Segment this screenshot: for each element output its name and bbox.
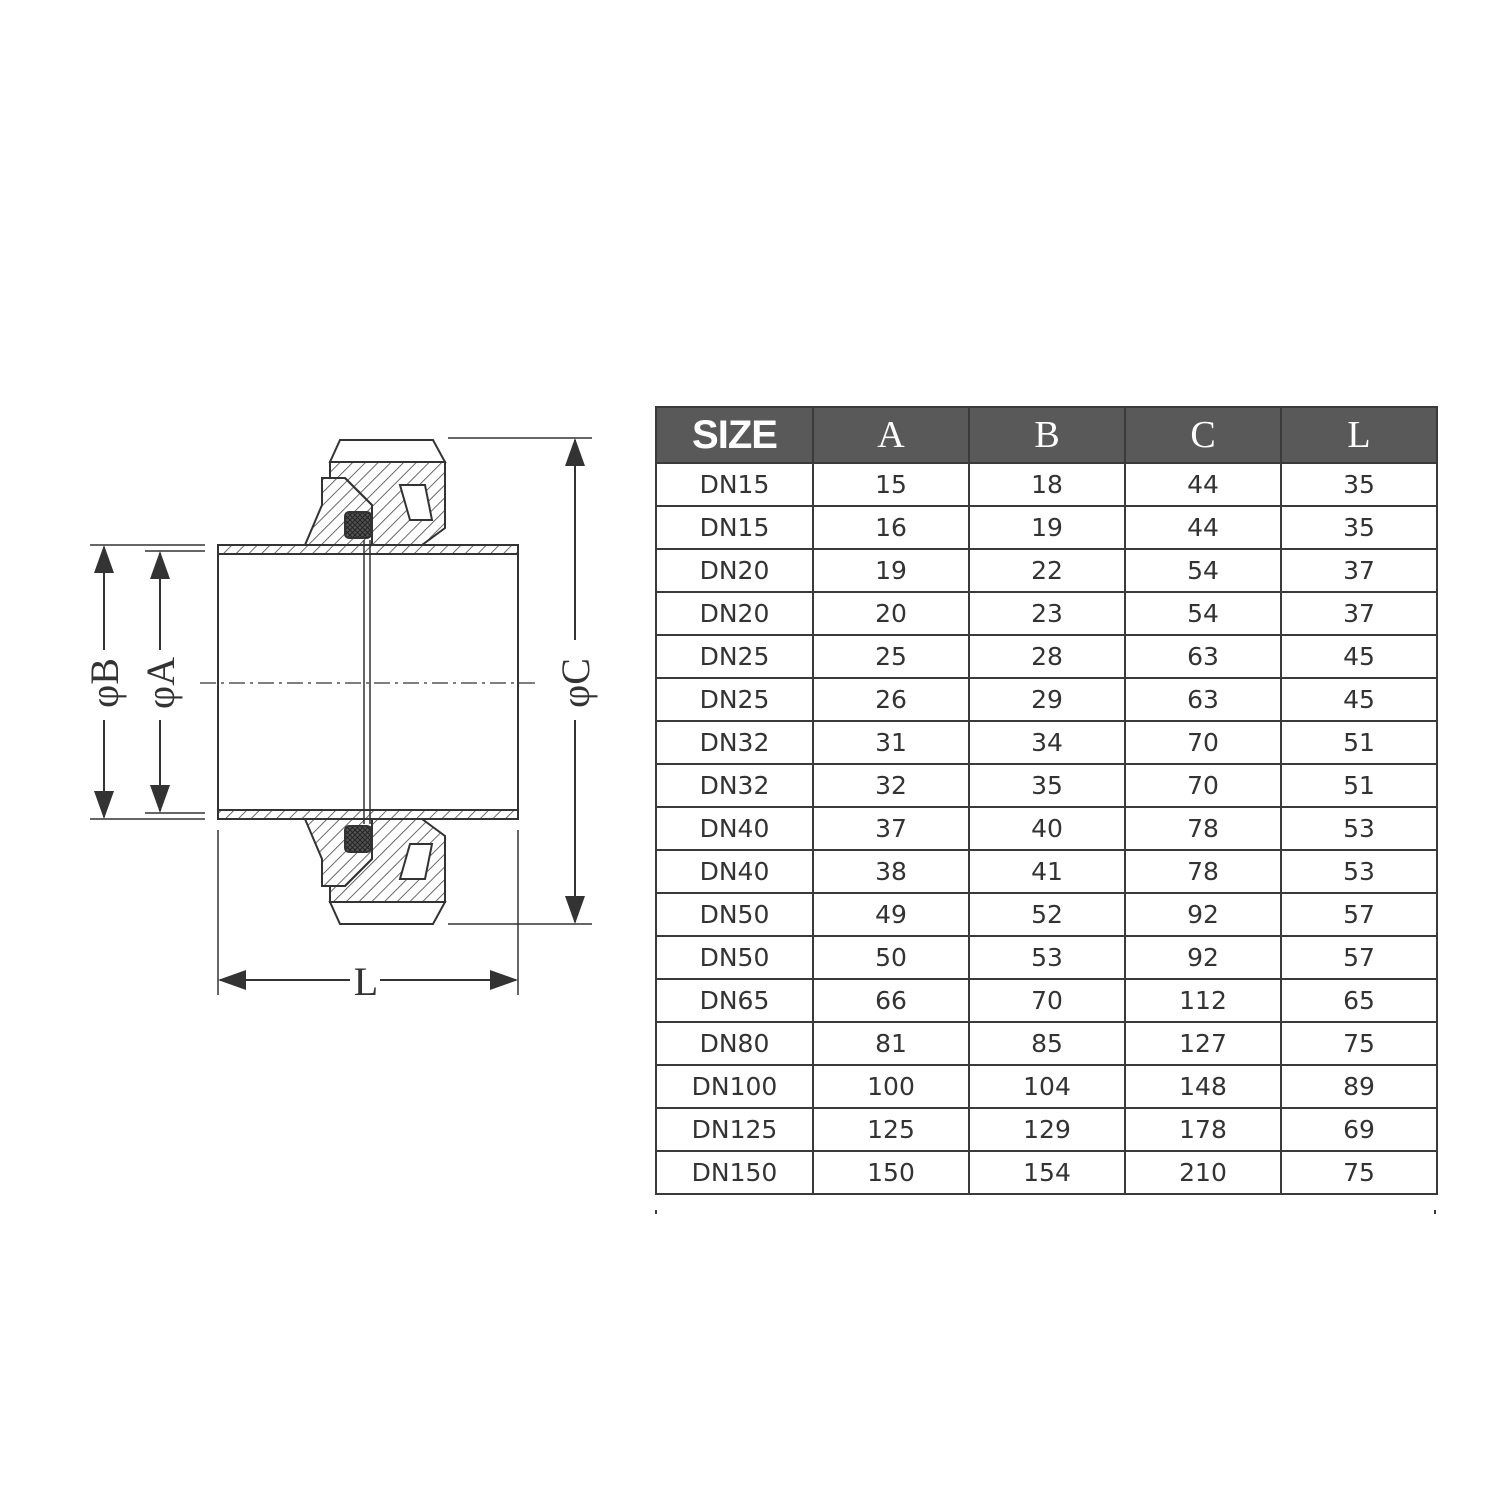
gasket-top: [345, 512, 371, 538]
cell-size: DN15: [656, 506, 813, 549]
table-row: [656, 1022, 1437, 1065]
cell-b: 40: [969, 807, 1125, 850]
cell-b: 129: [969, 1108, 1125, 1151]
cell-a: 66: [813, 979, 969, 1022]
cell-b: 28: [969, 635, 1125, 678]
cell-c: 70: [1125, 721, 1281, 764]
cell-size: DN125: [656, 1108, 813, 1151]
cell-size: DN20: [656, 592, 813, 635]
table-row: [656, 635, 1437, 678]
cell-l: 75: [1281, 1022, 1437, 1065]
pipe-wall-bottom: [218, 810, 518, 819]
table-cutoff-edge: [655, 1210, 1436, 1214]
cell-b: 29: [969, 678, 1125, 721]
cell-b: 35: [969, 764, 1125, 807]
cell-a: 15: [813, 463, 969, 506]
table-row: [656, 893, 1437, 936]
cell-a: 150: [813, 1151, 969, 1194]
label-dia-a: φA: [138, 657, 183, 709]
cell-size: DN25: [656, 635, 813, 678]
cell-l: 65: [1281, 979, 1437, 1022]
table-row: [656, 1108, 1437, 1151]
label-length: L: [353, 959, 379, 1004]
cell-c: 70: [1125, 764, 1281, 807]
cell-c: 127: [1125, 1022, 1281, 1065]
cell-c: 54: [1125, 592, 1281, 635]
cell-c: 210: [1125, 1151, 1281, 1194]
cell-size: DN20: [656, 549, 813, 592]
cell-a: 50: [813, 936, 969, 979]
header-size: SIZE: [656, 407, 813, 463]
label-dia-c: φC: [553, 658, 598, 708]
table-row: [656, 592, 1437, 635]
cell-l: 51: [1281, 721, 1437, 764]
cell-l: 75: [1281, 1151, 1437, 1194]
table-row: [656, 764, 1437, 807]
cell-l: 37: [1281, 549, 1437, 592]
cell-c: 54: [1125, 549, 1281, 592]
cell-l: 37: [1281, 592, 1437, 635]
cell-c: 92: [1125, 936, 1281, 979]
cell-a: 20: [813, 592, 969, 635]
cell-a: 38: [813, 850, 969, 893]
header-l: L: [1281, 407, 1437, 463]
cell-a: 19: [813, 549, 969, 592]
cell-b: 23: [969, 592, 1125, 635]
table-row: [656, 1151, 1437, 1194]
cell-c: 112: [1125, 979, 1281, 1022]
cell-l: 35: [1281, 463, 1437, 506]
cell-c: 78: [1125, 807, 1281, 850]
table-body: [656, 463, 1437, 1194]
cell-a: 100: [813, 1065, 969, 1108]
gasket-bottom: [345, 826, 371, 852]
table-row: [656, 807, 1437, 850]
cell-size: DN150: [656, 1151, 813, 1194]
cell-size: DN50: [656, 936, 813, 979]
cell-a: 25: [813, 635, 969, 678]
table-row: [656, 506, 1437, 549]
cell-b: 104: [969, 1065, 1125, 1108]
cell-c: 178: [1125, 1108, 1281, 1151]
cell-l: 45: [1281, 635, 1437, 678]
table-row: [656, 678, 1437, 721]
table-header-row: [656, 407, 1437, 463]
cell-l: 69: [1281, 1108, 1437, 1151]
cell-l: 51: [1281, 764, 1437, 807]
cell-l: 53: [1281, 807, 1437, 850]
cell-size: DN40: [656, 807, 813, 850]
cell-l: 57: [1281, 936, 1437, 979]
cell-size: DN50: [656, 893, 813, 936]
cell-b: 18: [969, 463, 1125, 506]
cell-size: DN65: [656, 979, 813, 1022]
cell-size: DN32: [656, 721, 813, 764]
cell-c: 78: [1125, 850, 1281, 893]
cell-c: 148: [1125, 1065, 1281, 1108]
cell-c: 44: [1125, 463, 1281, 506]
cell-c: 63: [1125, 635, 1281, 678]
table-row: [656, 979, 1437, 1022]
cell-b: 22: [969, 549, 1125, 592]
header-a: A: [813, 407, 969, 463]
pipe-wall-top: [218, 545, 518, 554]
cell-l: 53: [1281, 850, 1437, 893]
cell-c: 92: [1125, 893, 1281, 936]
cell-b: 53: [969, 936, 1125, 979]
cell-a: 125: [813, 1108, 969, 1151]
nut-top-crown: [330, 440, 445, 462]
cell-b: 70: [969, 979, 1125, 1022]
cell-l: 89: [1281, 1065, 1437, 1108]
header-b: B: [969, 407, 1125, 463]
table-row: [656, 936, 1437, 979]
cell-b: 52: [969, 893, 1125, 936]
table-row: [656, 850, 1437, 893]
cell-b: 34: [969, 721, 1125, 764]
cell-b: 19: [969, 506, 1125, 549]
table-row: [656, 1065, 1437, 1108]
label-dia-b: φB: [82, 658, 127, 708]
cell-size: DN32: [656, 764, 813, 807]
cell-size: DN25: [656, 678, 813, 721]
cell-a: 26: [813, 678, 969, 721]
cell-a: 49: [813, 893, 969, 936]
cell-l: 45: [1281, 678, 1437, 721]
cell-a: 31: [813, 721, 969, 764]
cell-size: DN100: [656, 1065, 813, 1108]
cell-a: 16: [813, 506, 969, 549]
header-c: C: [1125, 407, 1281, 463]
cell-c: 44: [1125, 506, 1281, 549]
cell-a: 32: [813, 764, 969, 807]
table-row: [656, 549, 1437, 592]
cell-a: 81: [813, 1022, 969, 1065]
cell-a: 37: [813, 807, 969, 850]
cell-b: 154: [969, 1151, 1125, 1194]
cell-l: 35: [1281, 506, 1437, 549]
cell-l: 57: [1281, 893, 1437, 936]
table-row: [656, 721, 1437, 764]
dimension-table: [655, 406, 1438, 1195]
table-row: [656, 463, 1437, 506]
cell-b: 41: [969, 850, 1125, 893]
cell-size: DN80: [656, 1022, 813, 1065]
nut-bottom-crown: [330, 902, 445, 924]
cell-b: 85: [969, 1022, 1125, 1065]
cell-c: 63: [1125, 678, 1281, 721]
cell-size: DN15: [656, 463, 813, 506]
union-cross-section-drawing: [0, 0, 640, 1500]
cell-size: DN40: [656, 850, 813, 893]
